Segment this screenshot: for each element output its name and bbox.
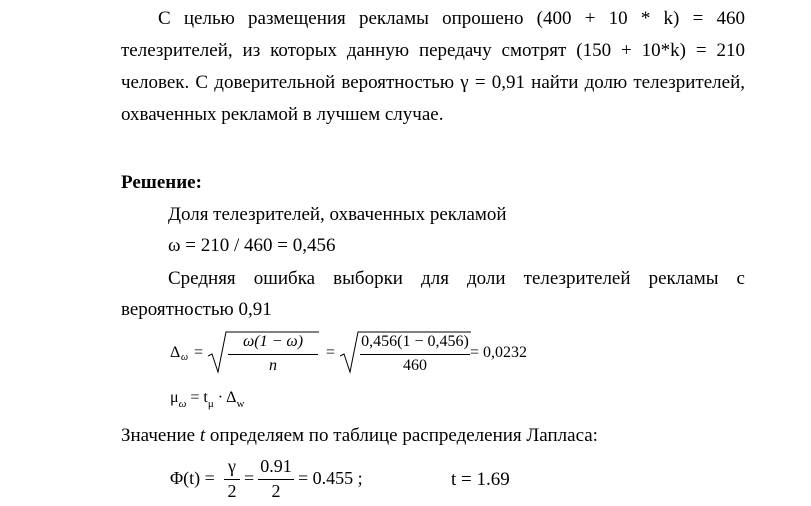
- equals-sign: =: [194, 344, 204, 361]
- mu-rhs-delta: · Δ: [217, 389, 237, 406]
- solution-heading: Решение:: [121, 172, 202, 193]
- share-label: Доля телезрителей, охваченных рекламой: [168, 204, 507, 225]
- problem-line-3: человек. С доверительной вероятностью γ = 0,91 найти долю телезрителей,: [121, 72, 745, 93]
- formula-numerator: ω(1 − ω): [242, 333, 304, 350]
- numeric-numerator: 0,456(1 − 0,456): [361, 333, 469, 350]
- delta-symbol: Δ: [170, 344, 181, 361]
- error-line-1: Средняя ошибка выборки для доли телезрителей рекламы с: [168, 268, 745, 289]
- mu-symbol: μ: [170, 389, 179, 406]
- laplace-post: определяем по таблице распределения Лапласа:: [205, 425, 598, 446]
- mu-rhs-t: = t: [190, 389, 208, 406]
- formula-denominator: n: [269, 357, 277, 374]
- equals-sign-2: =: [326, 344, 336, 361]
- laplace-t: t: [199, 425, 206, 446]
- mu-subscript: ω: [178, 398, 187, 410]
- error-line-2: вероятностью 0,91: [121, 299, 272, 320]
- phi-equals: =: [244, 468, 255, 488]
- laplace-line: [121, 425, 598, 447]
- laplace-pre: Значение: [121, 425, 200, 446]
- problem-line-1: С целью размещения рекламы опрошено (400 + 10 * k) = 460: [158, 8, 745, 29]
- phi-frac1-num: γ: [228, 456, 236, 476]
- delta-result: = 0,0232: [470, 344, 528, 361]
- phi-frac1-den: 2: [227, 481, 237, 501]
- numeric-denominator: 460: [403, 357, 427, 374]
- problem-line-2: телезрителей, из которых данную передачу смотрят (150 + 10*k) = 210: [121, 40, 745, 61]
- phi-result: = 0.455 ;: [298, 468, 363, 488]
- phi-frac2-num: 0.91: [260, 456, 292, 476]
- phi-lhs: Φ(t) =: [170, 468, 215, 488]
- mu-rhs-tsub: μ: [207, 398, 214, 410]
- omega-equation: ω = 210 / 460 = 0,456: [168, 235, 336, 256]
- delta-subscript: ω: [181, 352, 189, 363]
- mu-formula: [170, 389, 244, 411]
- mu-rhs-dsub: w: [236, 398, 245, 410]
- phi-frac2-den: 2: [271, 481, 281, 501]
- problem-line-4: охваченных рекламой в лучшем случае.: [121, 104, 444, 125]
- t-value: t = 1.69: [451, 469, 510, 490]
